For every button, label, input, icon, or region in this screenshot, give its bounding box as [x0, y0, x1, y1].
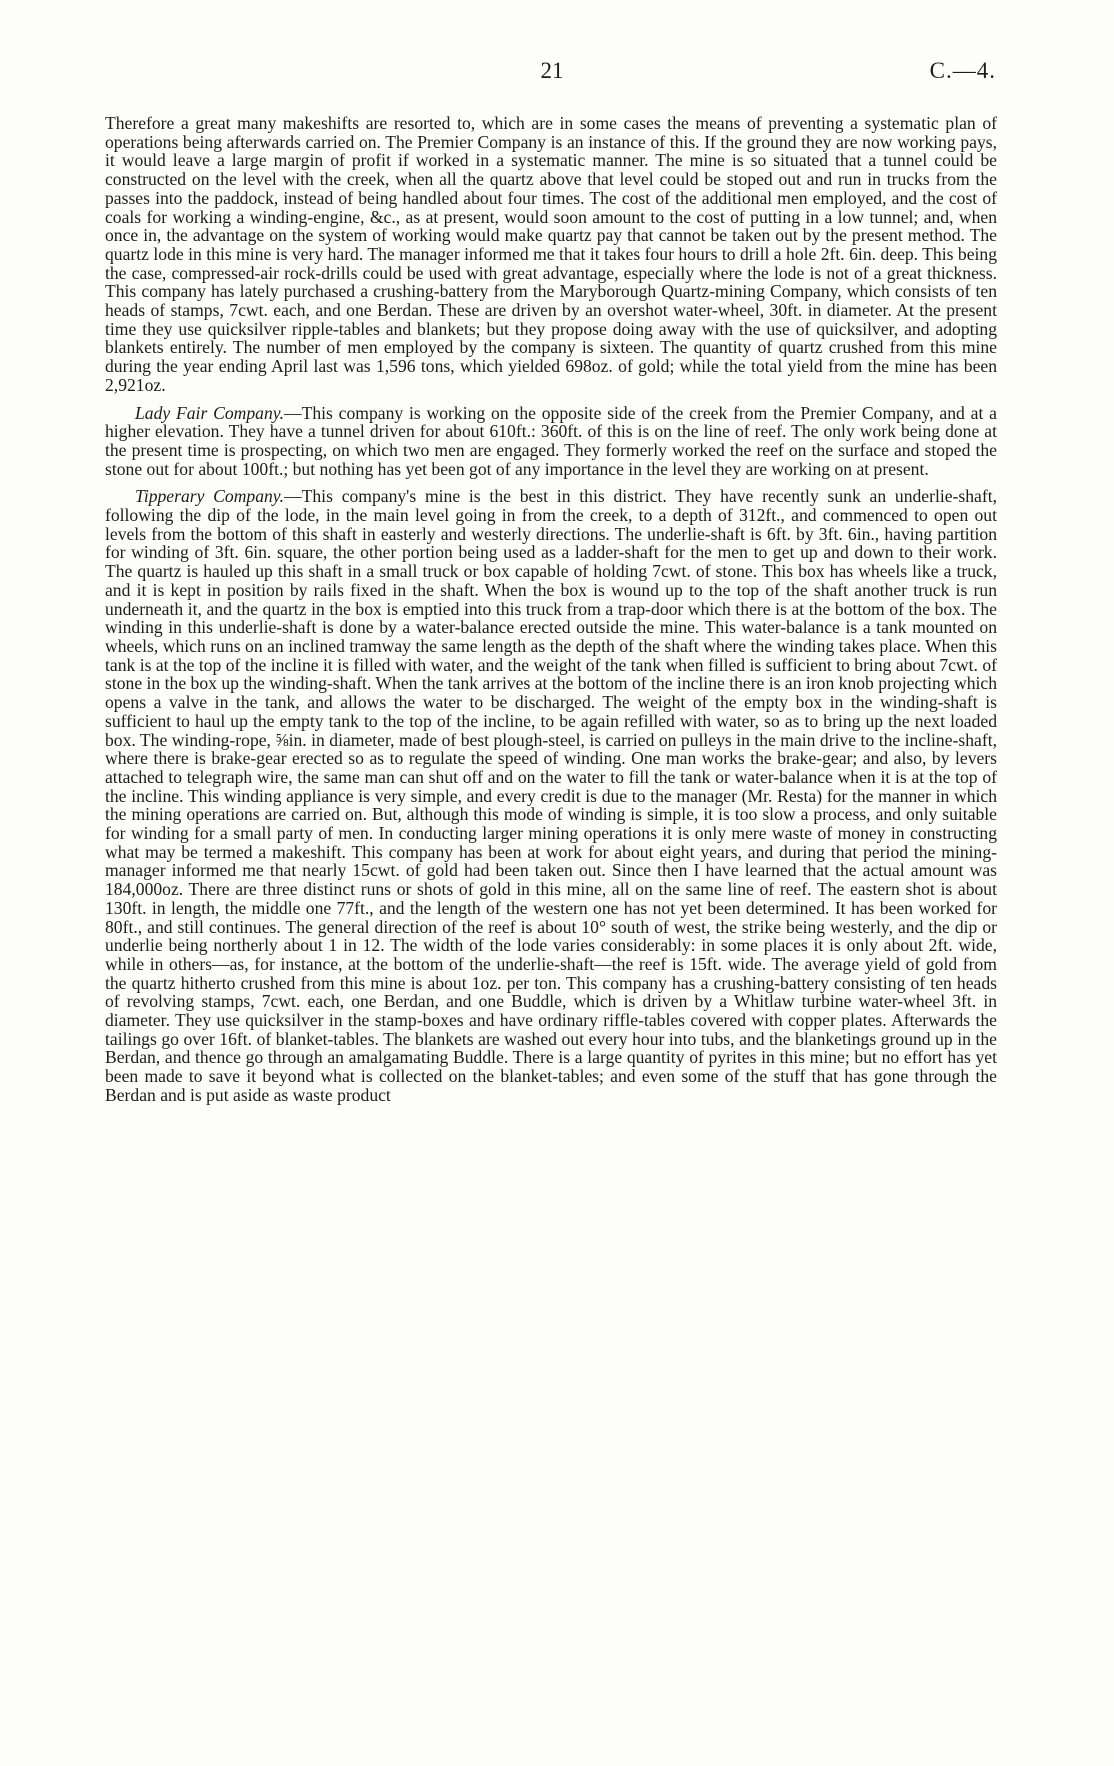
page-header	[108, 58, 996, 90]
paragraph-text: —This company is working on the opposite side of the creek from the Premier Company, and at a higher elevation. They have a tunnel driven for about 610ft.: 360ft. of this is on the line of reef. The only work being done at the present time is prospecting, on which two men are engaged. They formerly worked the reef on the surface and stoped the stone out for about 100ft.; but nothing has yet been got of any importance in the level they are working on at present.	[105, 402, 997, 479]
body-text	[105, 114, 997, 1114]
paragraph-text: —This company's mine is the best in this district. They have recently sunk an underlie-shaft, following the dip of the lode, in the main level going in from the creek, to a depth of 312ft., and commenced to open out levels from the bottom of this shaft in easterly and westerly directions. The underlie-shaft is 6ft. by 3ft. 6in., having partition for winding of 3ft. 6in. square, the other portion being used as a ladder-shaft for the men to get up and down to their work. The quartz is hauled up this shaft in a small truck or box capable of holding 7cwt. of stone. This box has wheels like a truck, and it is kept in position by rails fixed in the shaft. When the box is wound up to the top of the shaft another truck is run underneath it, and the quartz in the box is emptied into this truck from a trap-door which there is at the bottom of the box. The winding in this underlie-shaft is done by a water-balance erected outside the mine. This water-balance is a tank mounted on wheels, which runs on an inclined tramway the same length as the depth of the shaft where the winding takes place. When this tank is at the top of the incline it is filled with water, and the weight of the tank when filled is sufficient to bring about 7cwt. of stone in the box up the winding-shaft. When the tank arrives at the bottom of the incline there is an iron knob projecting which opens a valve in the tank, and allows the water to be discharged. The weight of the empty box in the winding-shaft is sufficient to haul up the empty tank to the top of the incline, to be again refilled with water, so as to bring up the next loaded box. The winding-rope, ⅝in. in diameter, made of best plough-steel, is carried on pulleys in the main drive to the incline-shaft, where there is brake-gear erected so as to regulate the speed of winding. One man works the brake-gear; and also, by levers attached to telegraph wire, the same man can shut off and on the water to fill the tank or water-balance when it is at the top of the incline. This winding appliance is very simple, and every credit is due to the manager (Mr. Resta) for the manner in which the mining operations are carried on. But, although this mode of winding is simple, it is too slow a process, and only suitable for winding for a small party of men. In conducting larger mining operations it is only mere waste of money in constructing what may be termed a makeshift. This company has been at work for about eight years, and during that period the mining-manager informed me that nearly 15cwt. of gold had been taken out. Since then I have learned that the actual amount was 184,000oz. There are three distinct runs or shots of gold in this mine, all on the same line of reef. The eastern shot is about 130ft. in length, the middle one 77ft., and the length of the western one has not yet been determined. It has been worked for 80ft., and still continues. The general direction of the reef is about 10° south of west, the strike being westerly, and the dip or underlie being northerly about 1 in 12. The width of the lode varies considerably: in some places it is only about 2ft. wide, while in others—as, for instance, at the bottom of the underlie-shaft—the reef is 15ft. wide. The average yield of gold from the quartz hitherto crushed from this mine is about 1oz. per ton. This company has a crushing-battery consisting of ten heads of revolving stamps, 7cwt. each, one Berdan, and one Buddle, which is driven by a Whitlaw turbine water-wheel 3ft. in diameter. They use quicksilver in the stamp-boxes and have ordinary riffle-tables covered with copper plates. Afterwards the tailings go over 16ft. of blanket-tables. The blankets are washed out every hour into tubs, and the blanketings ground up in the Berdan, and thence go through an amalgamating Buddle. There is a large quantity of pyrites in this mine; but no effort has yet been made to save it beyond what is collected on the blanket-tables; and even some of the stuff that has gone through the Berdan and is put aside as waste product	[105, 486, 997, 1105]
page-number: 21	[540, 58, 564, 83]
paragraph-text: Therefore a great many makeshifts are resorted to, which are in some cases the means of preventing a systematic plan of operations being afterwards carried on. The Premier Company is an instance of this. If the ground they are now working pays, it would leave a large margin of profit if worked in a systematic manner. The mine is so situated that a tunnel could be constructed on the level with the creek, when all the quartz above that level could be stoped out and run in trucks from the passes into the paddock, instead of being handled about four times. The cost of the additional men employed, and the cost of coals for working a winding-engine, &c., as at present, would soon amount to the cost of putting in a low tunnel; and, when once in, the advantage on the system of working would make quartz pay that cannot be taken out by the present method. The quartz lode in this mine is very hard. The manager informed me that it takes four hours to drill a hole 2ft. 6in. deep. This being the case, compressed-air rock-drills could be used with great advantage, especially where the lode is not of a great thickness. This company has lately purchased a crushing-battery from the Maryborough Quartz-mining Company, which consists of ten heads of stamps, 7cwt. each, and one Berdan. These are driven by an overshot water-wheel, 30ft. in diameter. At the present time they use quicksilver ripple-tables and blankets; but they propose doing away with the use of quicksilver, and adopting blankets entirely. The number of men employed by the company is sixteen. The quantity of quartz crushed from this mine during the year ending April last was 1,596 tons, which yielded 698oz. of gold; while the total yield from the mine has been 2,921oz.	[105, 113, 997, 395]
document-reference: C.—4.	[929, 58, 996, 83]
paragraph-tipperary-company	[105, 487, 997, 1104]
paragraph-premier-company	[105, 114, 997, 395]
section-heading-lady-fair: Lady Fair Company.	[135, 402, 284, 423]
paragraph-lady-fair-company	[105, 404, 997, 479]
section-heading-tipperary: Tipperary Company.	[135, 486, 285, 507]
